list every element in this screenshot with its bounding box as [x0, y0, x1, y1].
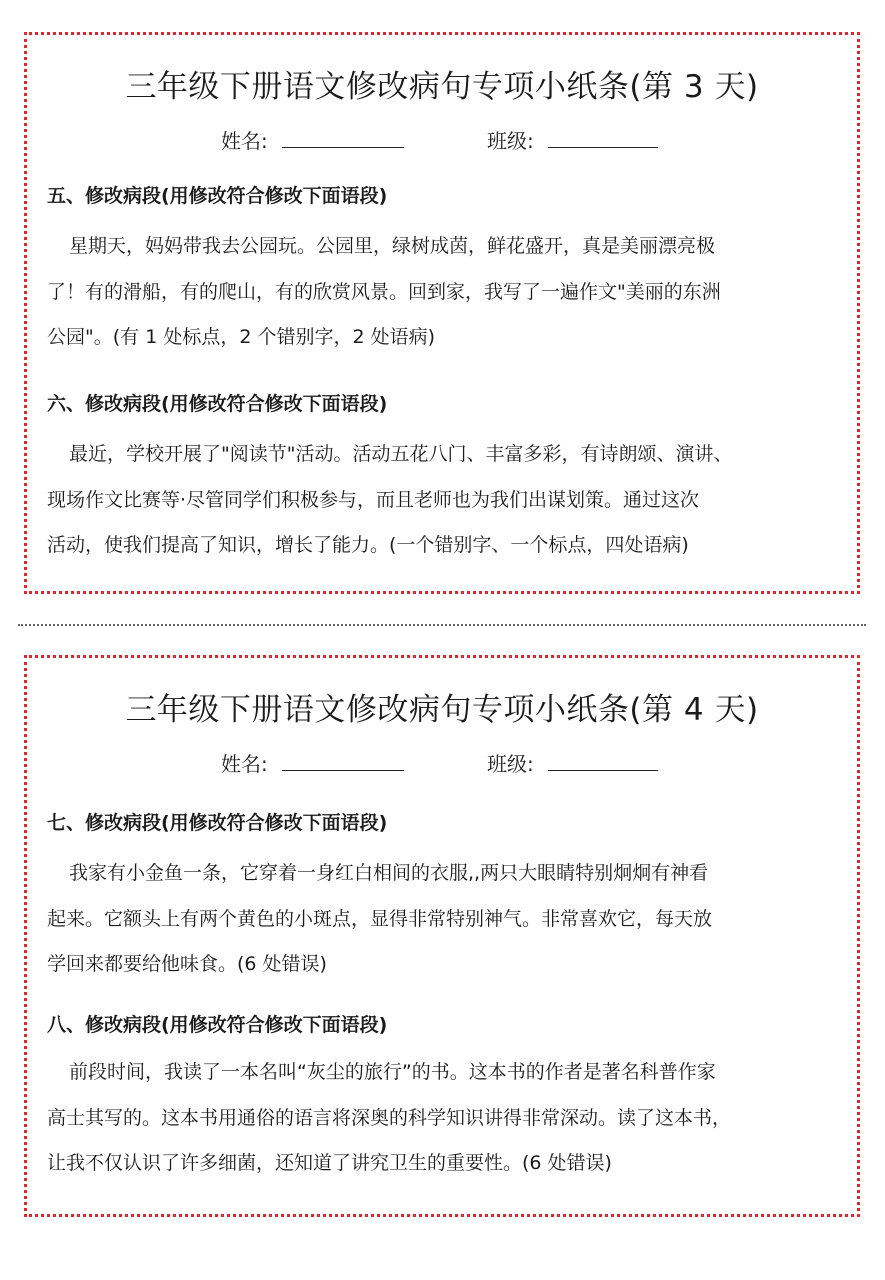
paragraph-line: 学回来都要给他味食。(6 处错误) — [47, 953, 327, 975]
worksheet-card-day-3 — [24, 32, 860, 594]
name-field — [221, 748, 404, 777]
paragraph-line: 高士其写的。这本书用通俗的语言将深奥的科学知识讲得非常深动。读了这本书， — [47, 1106, 732, 1129]
paragraph-line: 让我不仅认识了许多细菌，还知道了讲究卫生的重要性。(6 处错误) — [47, 1152, 612, 1174]
section-paragraph — [47, 224, 847, 361]
paragraph-line: 最近，学校开展了"阅读节"活动。活动五花八门、丰富多彩，有诗朗颂、演讲、 — [69, 443, 733, 465]
section-paragraph — [47, 851, 847, 988]
name-label: 姓名: — [221, 129, 268, 153]
section-heading: 八、修改病段(用修改符合修改下面语段) — [47, 1014, 388, 1036]
section-paragraph — [47, 432, 847, 569]
cut-line-divider — [18, 624, 866, 626]
section-heading: 五、修改病段(用修改符合修改下面语段) — [47, 185, 388, 207]
name-field — [221, 125, 404, 154]
section-heading: 七、修改病段(用修改符合修改下面语段) — [47, 812, 388, 834]
card-title: 三年级下册语文修改病句专项小纸条(第 3 天) — [125, 69, 759, 105]
paragraph-line: 活动，使我们提高了知识，增长了能力。(一个错别字、一个标点，四处语病) — [47, 534, 689, 556]
class-field — [487, 125, 658, 154]
name-label: 姓名: — [221, 752, 268, 776]
student-info-row — [27, 125, 857, 155]
name-blank — [282, 129, 404, 148]
class-blank — [548, 129, 658, 148]
paragraph-line: 我家有小金鱼一条，它穿着一身红白相间的衣服,,两只大眼睛特别炯炯有神看 — [69, 862, 709, 884]
class-label: 班级: — [487, 752, 534, 776]
section-heading: 六、修改病段(用修改符合修改下面语段) — [47, 393, 388, 415]
student-info-row — [27, 748, 857, 778]
paragraph-line: 星期天，妈妈带我去公园玩。公园里，绿树成茵，鲜花盛开，真是美丽漂亮极 — [69, 235, 716, 257]
paragraph-line: 前段时间，我读了一本名叫“灰尘的旅行”的书。这本书的作者是著名科普作家 — [69, 1061, 716, 1083]
paragraph-line: 起来。它额头上有两个黄色的小斑点，显得非常特别神气。非常喜欢它，每天放 — [47, 907, 713, 930]
paragraph-line: 了！有的滑船，有的爬山，有的欣赏风景。回到家，我写了一遍作文"美丽的东洲 — [47, 280, 721, 303]
card-title: 三年级下册语文修改病句专项小纸条(第 4 天) — [125, 692, 759, 728]
section-paragraph — [47, 1050, 847, 1187]
class-label: 班级: — [487, 129, 534, 153]
paragraph-line: 现场作文比赛等·尽管同学们积极参与，而且老师也为我们出谋划策。通过这次 — [47, 488, 700, 511]
class-blank — [548, 752, 658, 771]
paragraph-line: 公园"。(有 1 处标点，2 个错别字，2 处语病) — [47, 326, 435, 348]
worksheet-card-day-4 — [24, 655, 860, 1217]
class-field — [487, 748, 658, 777]
name-blank — [282, 752, 404, 771]
